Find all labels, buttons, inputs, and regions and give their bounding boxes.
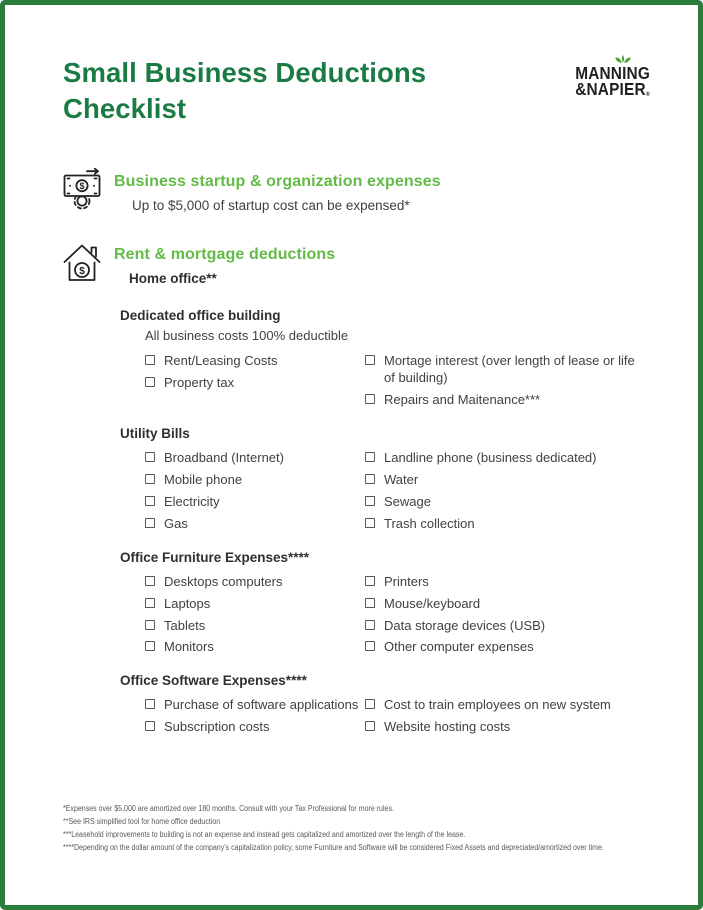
section-body bbox=[114, 241, 335, 286]
checklist-item[interactable] bbox=[145, 472, 365, 489]
checklist-item[interactable] bbox=[365, 516, 673, 533]
checkbox-label: Rent/Leasing Costs bbox=[164, 353, 278, 369]
section-heading-startup: Business startup & organization expenses bbox=[114, 172, 441, 190]
checklist-group bbox=[120, 426, 698, 538]
page-title: Small Business Deductions Checklist bbox=[63, 57, 427, 125]
checkbox-label: Gas bbox=[164, 515, 188, 531]
checkbox[interactable] bbox=[365, 576, 375, 586]
checkbox[interactable] bbox=[145, 598, 155, 608]
checkbox-label: Cost to train employees on new system bbox=[384, 697, 611, 713]
checklist-item[interactable] bbox=[365, 697, 673, 714]
footnote: *Expenses over $5,000 are amortized over 180 months. Consult with your Tax Professional for more rules. bbox=[63, 804, 394, 813]
group-column bbox=[365, 574, 673, 662]
group-column bbox=[145, 450, 365, 538]
checkbox-label: Property tax bbox=[164, 375, 235, 391]
section-body bbox=[114, 168, 441, 213]
home-office-label: Home office** bbox=[129, 270, 217, 286]
checkbox[interactable] bbox=[365, 518, 375, 528]
checkbox[interactable] bbox=[145, 721, 155, 731]
group-column bbox=[145, 697, 365, 741]
footnote: ***Leasehold improvements to building is not an expense and instead gets capitalized and amortized over the length of the lease. bbox=[63, 830, 466, 839]
checkbox[interactable] bbox=[145, 518, 155, 528]
checklist-item[interactable] bbox=[145, 618, 365, 635]
checkbox[interactable] bbox=[145, 474, 155, 484]
checkbox[interactable] bbox=[145, 496, 155, 506]
checklist-group bbox=[120, 673, 698, 741]
registered-mark: ® bbox=[645, 91, 650, 99]
group-columns bbox=[145, 446, 698, 538]
checklist-groups bbox=[120, 308, 698, 741]
checkbox[interactable] bbox=[145, 699, 155, 709]
checkbox[interactable] bbox=[365, 721, 375, 731]
footnote: **See IRS simplified tool for home office deduction bbox=[63, 817, 221, 826]
group-column bbox=[145, 353, 365, 414]
checkbox[interactable] bbox=[145, 377, 155, 387]
checkbox[interactable] bbox=[365, 394, 375, 404]
checkbox-label: Landline phone (business dedicated) bbox=[384, 450, 597, 466]
group-title: Office Furniture Expenses**** bbox=[120, 549, 310, 565]
logo-text bbox=[575, 65, 650, 98]
group-columns bbox=[145, 693, 698, 741]
checklist-item[interactable] bbox=[365, 353, 673, 387]
checkbox-label: Water bbox=[384, 472, 419, 488]
footnotes bbox=[63, 802, 604, 854]
checkbox[interactable] bbox=[365, 598, 375, 608]
section-rent-mortgage bbox=[60, 241, 698, 286]
checkbox[interactable] bbox=[145, 641, 155, 651]
checklist-item[interactable] bbox=[145, 639, 365, 656]
checkbox[interactable] bbox=[365, 474, 375, 484]
checkbox[interactable] bbox=[365, 699, 375, 709]
checklist-item[interactable] bbox=[145, 596, 365, 613]
checkbox[interactable] bbox=[145, 620, 155, 630]
checklist-item[interactable] bbox=[145, 719, 365, 736]
logo-line-2: &NAPIER® bbox=[575, 79, 650, 100]
checklist-item[interactable] bbox=[145, 516, 365, 533]
checklist-item[interactable] bbox=[365, 639, 673, 656]
group-column bbox=[365, 450, 673, 538]
svg-text:$: $ bbox=[79, 180, 85, 191]
checklist-item[interactable] bbox=[145, 494, 365, 511]
checklist-item[interactable] bbox=[145, 353, 365, 370]
group-title: Utility Bills bbox=[120, 426, 190, 442]
checkbox-label: Other computer expenses bbox=[384, 639, 534, 655]
checklist-group bbox=[120, 308, 698, 415]
checkbox-label: Electricity bbox=[164, 493, 220, 509]
logo-line-1: MANNING bbox=[575, 63, 650, 83]
group-title: Dedicated office building bbox=[120, 307, 281, 323]
header bbox=[5, 5, 698, 128]
checkbox-label: Sewage bbox=[384, 493, 431, 509]
checklist-item[interactable] bbox=[145, 697, 365, 714]
checklist-item[interactable] bbox=[365, 392, 673, 409]
group-column bbox=[145, 574, 365, 662]
money-gear-icon bbox=[60, 168, 104, 212]
checkbox-label: Trash collection bbox=[384, 515, 475, 531]
checkbox-label: Desktops computers bbox=[164, 573, 283, 589]
checkbox-label: Printers bbox=[384, 573, 429, 589]
house-dollar-icon bbox=[60, 241, 104, 285]
checkbox-label: Website hosting costs bbox=[384, 719, 511, 735]
checklist-item[interactable] bbox=[365, 472, 673, 489]
checklist-item[interactable] bbox=[365, 574, 673, 591]
checklist-item[interactable] bbox=[145, 375, 365, 392]
checklist-item[interactable] bbox=[145, 574, 365, 591]
checklist-item[interactable] bbox=[365, 719, 673, 736]
checkbox-label: Purchase of software applications bbox=[164, 697, 359, 713]
checklist-item[interactable] bbox=[365, 596, 673, 613]
checkbox[interactable] bbox=[365, 452, 375, 462]
checkbox-label: Repairs and Maitenance*** bbox=[384, 392, 541, 408]
startup-subtext: Up to $5,000 of startup cost can be expensed* bbox=[132, 197, 410, 213]
checkbox-label: Broadband (Internet) bbox=[164, 450, 284, 466]
footnote: ****Depending on the dollar amount of the company's capitalization policy, some Furniture and Software will be considered Fixed Assets and depreciated/amortized over time. bbox=[63, 843, 604, 852]
checkbox-label: Monitors bbox=[164, 639, 214, 655]
checklist-item[interactable] bbox=[365, 494, 673, 511]
group-note: All business costs 100% deductible bbox=[145, 327, 349, 343]
group-column bbox=[365, 353, 673, 414]
section-startup-expenses bbox=[60, 168, 698, 213]
checklist-item[interactable] bbox=[145, 450, 365, 467]
group-columns bbox=[145, 349, 698, 414]
group-column bbox=[365, 697, 673, 741]
checkbox[interactable] bbox=[145, 355, 155, 365]
checkbox-label: Mortage interest (over length of lease or life of building) bbox=[384, 353, 635, 386]
checkbox-label: Data storage devices (USB) bbox=[384, 617, 546, 633]
checklist-item[interactable] bbox=[365, 450, 673, 467]
checkbox[interactable] bbox=[365, 641, 375, 651]
group-title: Office Software Expenses**** bbox=[120, 673, 307, 689]
checkbox[interactable] bbox=[145, 576, 155, 586]
checklist-group bbox=[120, 550, 698, 662]
checkbox[interactable] bbox=[145, 452, 155, 462]
manning-napier-logo bbox=[565, 65, 654, 98]
checkbox-label: Tablets bbox=[164, 617, 206, 633]
checkbox-label: Mouse/keyboard bbox=[384, 595, 481, 611]
group-columns bbox=[145, 570, 698, 662]
checkbox-label: Subscription costs bbox=[164, 719, 270, 735]
checklist-item[interactable] bbox=[365, 618, 673, 635]
checkbox-label: Mobile phone bbox=[164, 472, 243, 488]
checkbox[interactable] bbox=[365, 620, 375, 630]
checkbox[interactable] bbox=[365, 496, 375, 506]
section-heading-rent: Rent & mortgage deductions bbox=[114, 245, 336, 263]
checkbox-label: Laptops bbox=[164, 595, 211, 611]
checkbox[interactable] bbox=[365, 355, 375, 365]
svg-text:$: $ bbox=[79, 265, 85, 277]
